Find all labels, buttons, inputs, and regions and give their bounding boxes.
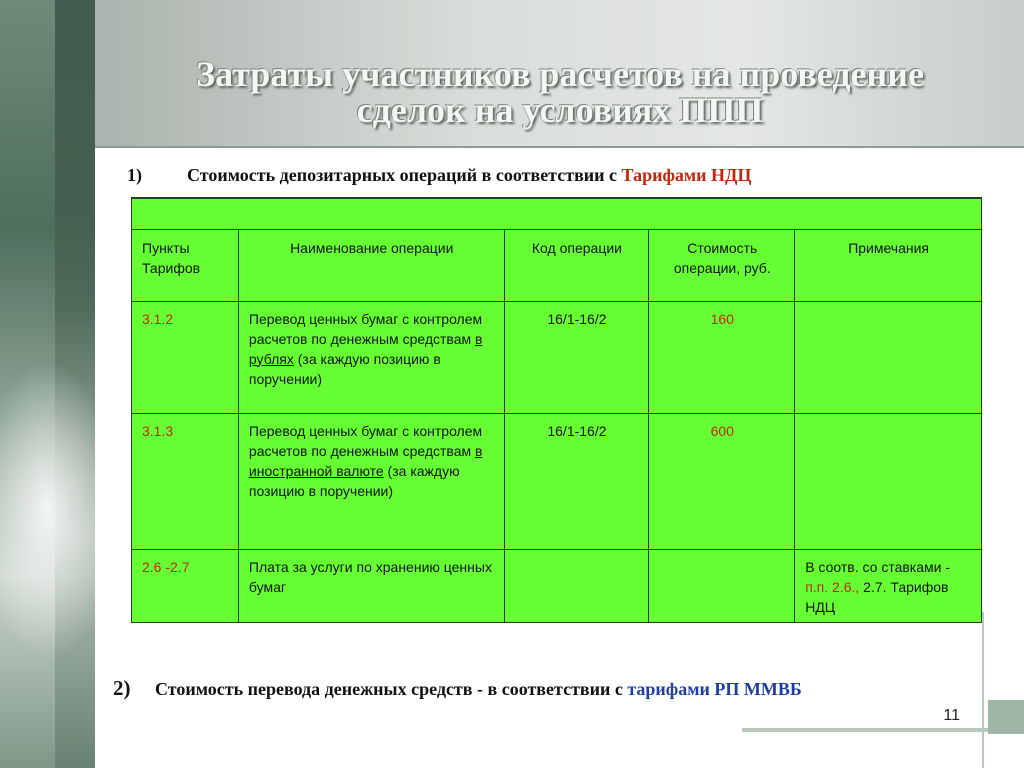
row-operation-name: Плата за услуги по хранению ценных бумаг xyxy=(238,549,504,622)
row-cost: 600 xyxy=(649,413,795,549)
point-2-highlight: тарифами РП ММВБ xyxy=(627,679,802,699)
point-1 xyxy=(127,165,751,186)
table-top-cell xyxy=(132,198,982,229)
header-operation-name: Наименование операции xyxy=(238,229,504,301)
header-operation-code: Код операции xyxy=(504,229,649,301)
table-header-row xyxy=(132,229,982,301)
slide-title-line2: сделок на условиях ППП xyxy=(356,90,764,130)
header-operation-cost: Стоимость операции, руб. xyxy=(649,229,795,301)
point-2-number: 2) xyxy=(113,676,131,700)
row-name-tail: (за каждую позицию в поручении) xyxy=(248,350,441,387)
table-row xyxy=(132,549,982,622)
row-name-underlined: в рублях xyxy=(248,330,483,367)
row-name-text: Перевод ценных бумаг с контролем расчетов по денежным средствам xyxy=(248,422,483,459)
row-code: 16/1-16/2 xyxy=(504,301,649,413)
row-item: 2.6 -2.7 xyxy=(132,549,239,622)
row-note-highlight: п.п. 2.6., xyxy=(805,578,860,595)
row-item: 3.1.2 xyxy=(132,301,239,413)
point-2 xyxy=(113,676,802,701)
row-cost: 160 xyxy=(649,301,795,413)
point-1-text: Стоимость депозитарных операций в соответствии с xyxy=(187,165,622,185)
header-notes: Примечания xyxy=(795,229,982,301)
slide-title xyxy=(150,56,970,128)
table-row xyxy=(132,413,982,549)
row-name-tail: (за каждую позицию в поручении) xyxy=(248,462,460,499)
page-number: 11 xyxy=(943,707,960,724)
point-1-number: 1) xyxy=(127,165,142,185)
tariffs-table xyxy=(131,197,982,623)
row-operation-name xyxy=(238,301,504,413)
row-item: 3.1.3 xyxy=(132,413,239,549)
row-code xyxy=(504,549,649,622)
header-divider xyxy=(95,146,1024,148)
decorative-corner-box xyxy=(988,700,1024,734)
header-tariff-items: Пункты Тарифов xyxy=(132,229,239,301)
point-1-highlight: Тарифами НДЦ xyxy=(621,165,752,185)
table-top-row xyxy=(132,198,982,229)
row-note-text: В соотв. со ставками - xyxy=(805,558,951,575)
decorative-vertical-line xyxy=(982,612,984,768)
row-note xyxy=(795,413,982,549)
row-name-underlined: в иностранной валюте xyxy=(248,442,483,479)
slide-title-line1: Затраты участников расчетов на проведение xyxy=(196,54,924,94)
row-code: 16/1-16/2 xyxy=(504,413,649,549)
row-name-text: Перевод ценных бумаг с контролем расчетов по денежным средствам xyxy=(248,310,483,347)
row-operation-name xyxy=(238,413,504,549)
background-glow xyxy=(0,360,120,660)
point-2-text: Стоимость перевода денежных средств - в соответствии с xyxy=(155,679,628,699)
row-note-tail: 2.7. Тарифов НДЦ xyxy=(805,578,949,615)
row-note xyxy=(795,301,982,413)
row-note xyxy=(795,549,982,622)
table-row xyxy=(132,301,982,413)
row-cost xyxy=(649,549,795,622)
